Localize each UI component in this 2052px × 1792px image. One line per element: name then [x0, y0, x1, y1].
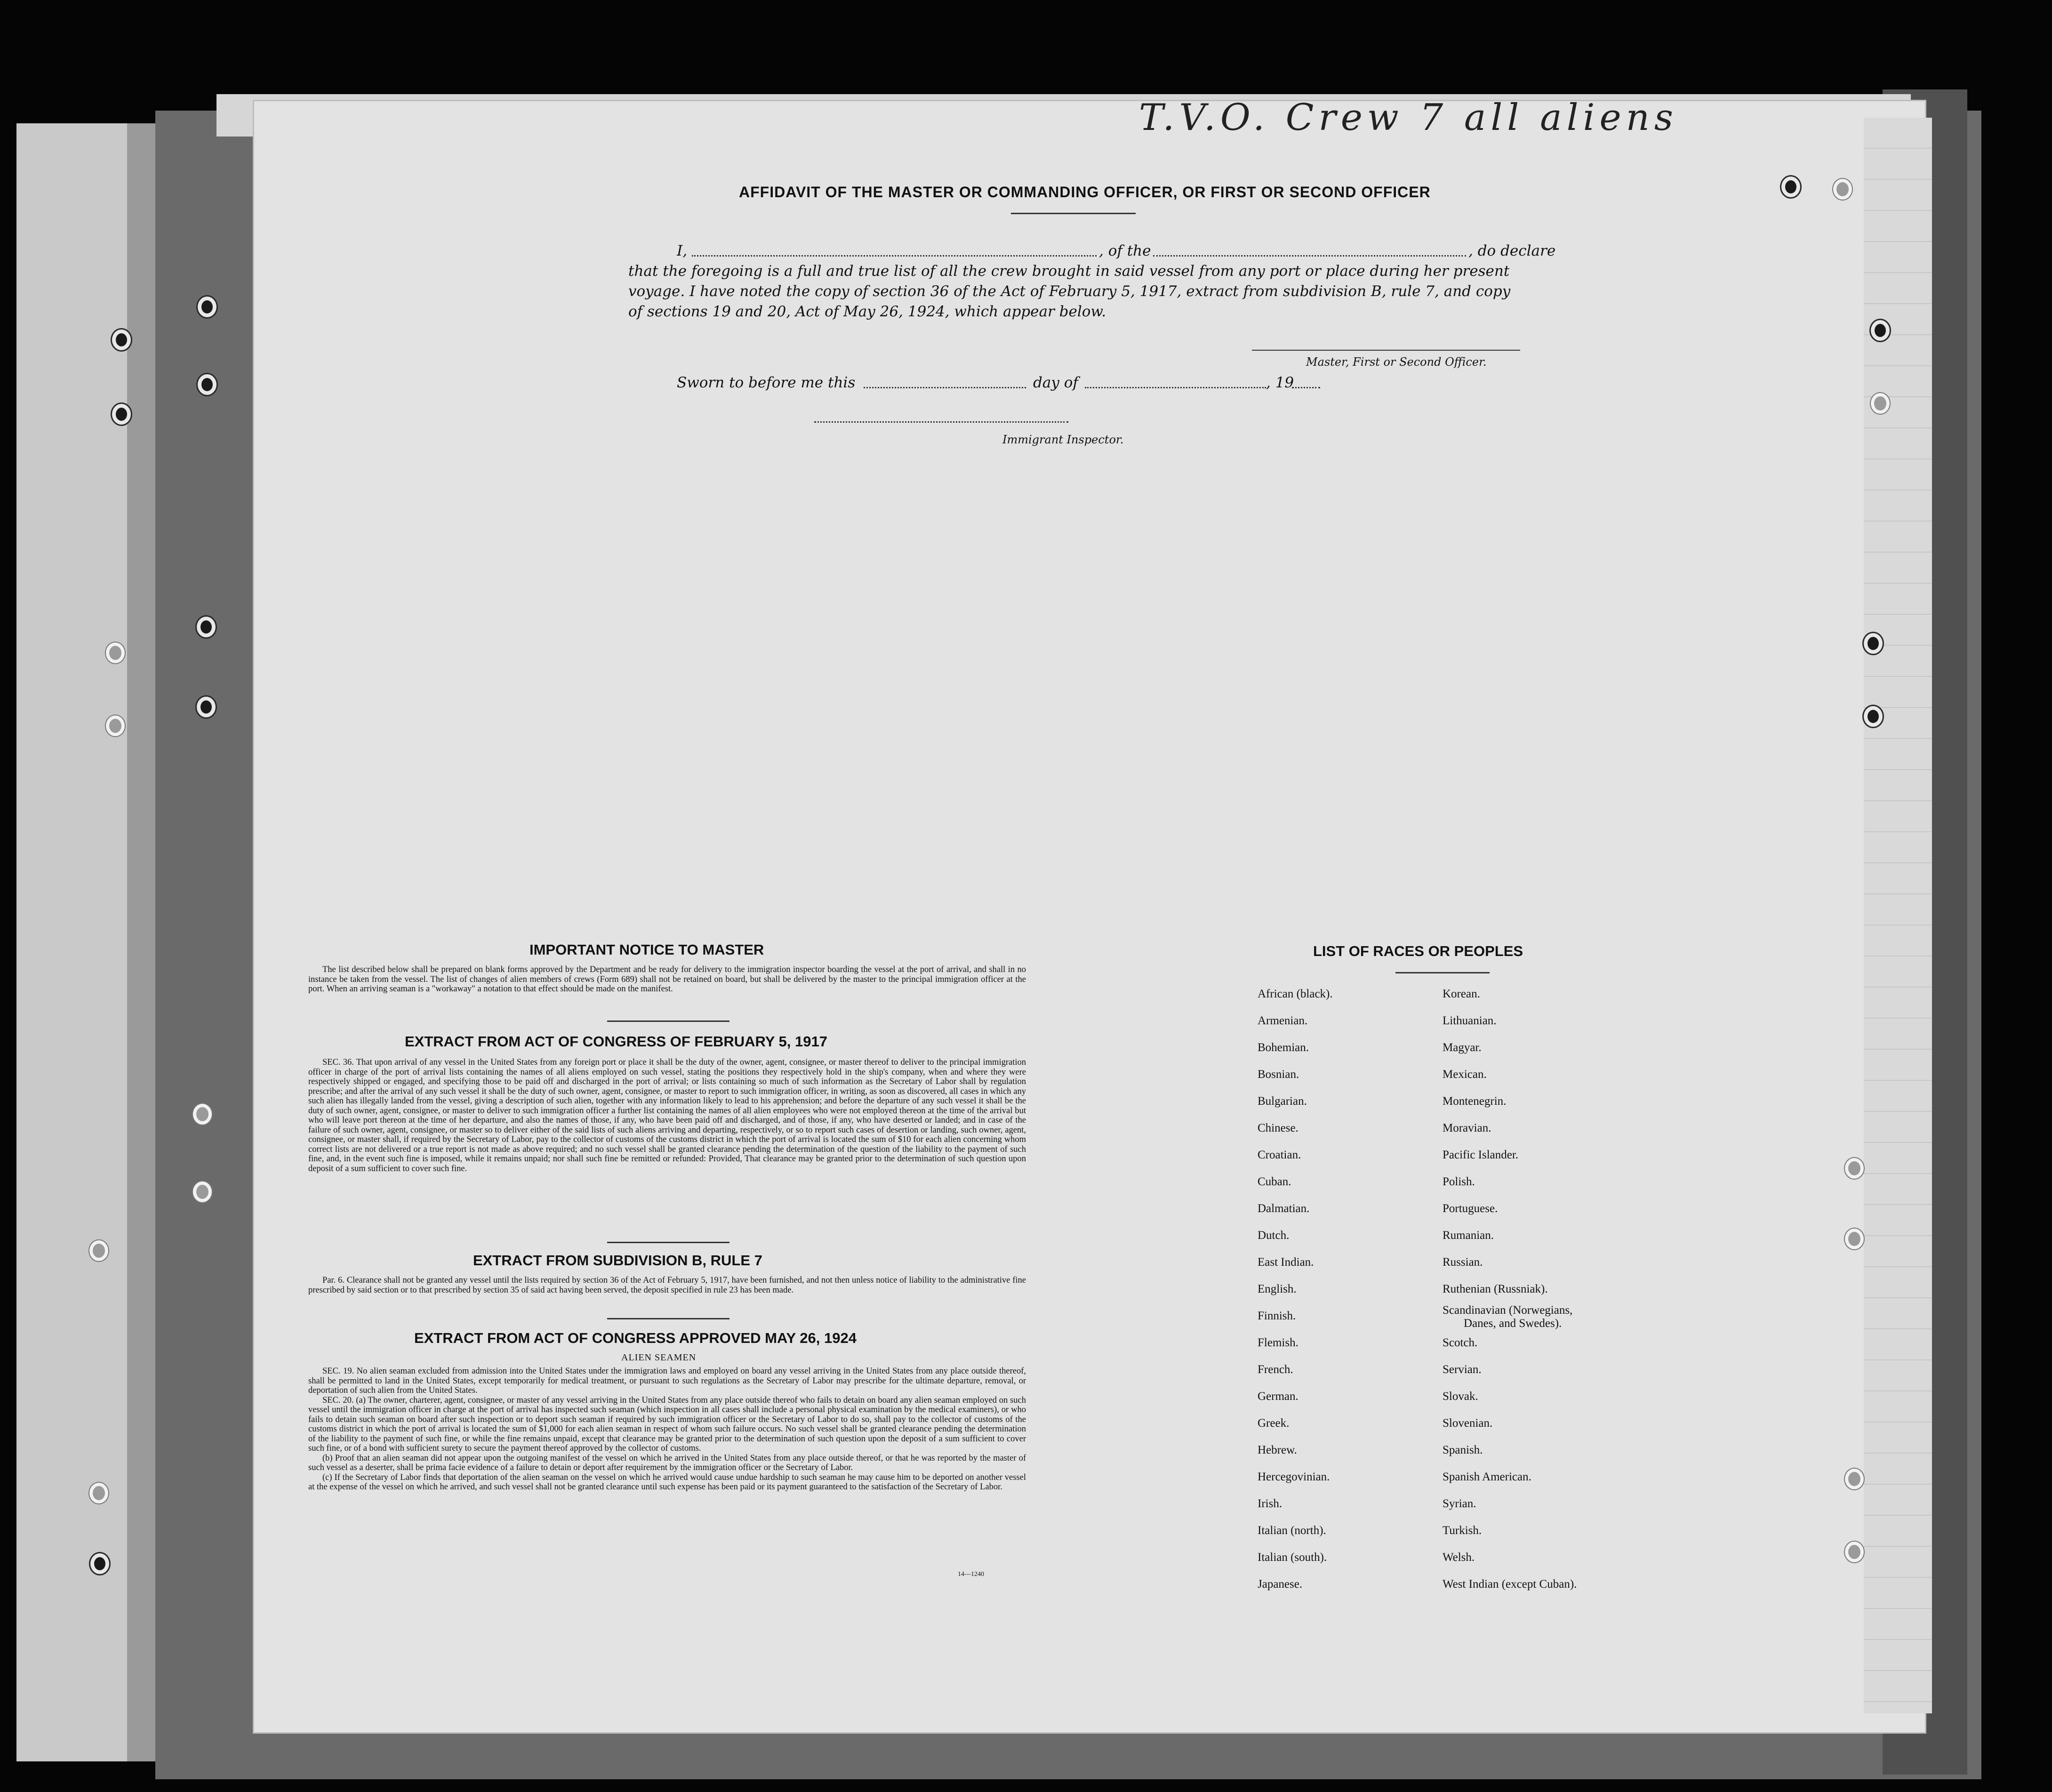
- punch-hole: [112, 329, 131, 350]
- punch-hole: [198, 374, 216, 395]
- race-item: African (black).: [1258, 988, 1333, 1000]
- section-rule: [607, 1242, 729, 1243]
- race-item: Dutch.: [1258, 1229, 1290, 1242]
- inspector-caption: Immigrant Inspector.: [1002, 433, 1124, 446]
- rule7-body: [308, 1276, 1026, 1295]
- race-item-continuation: Danes, and Swedes).: [1464, 1317, 1562, 1330]
- sec20b-text: (b) Proof that an alien seaman did not appear upon the outgoing manifest of the vessel on which he arrived in the United States from any place outside thereof, or that he was reported by the master of such vessel as a deserter, shall be prima facie evidence of a failure to detain or deport after requirement by the immigration officer or the Secretary of Labor.: [308, 1453, 1026, 1472]
- affidavit-line-3: voyage. I have noted the copy of section 36 of the Act of February 5, 1917, extract from subdivision B, rule 7, and copy: [628, 283, 1511, 300]
- race-item: Mexican.: [1443, 1068, 1487, 1081]
- race-item: Cuban.: [1258, 1175, 1291, 1188]
- race-item: West Indian (except Cuban).: [1443, 1578, 1577, 1591]
- inspector-signature-line[interactable]: [814, 421, 1068, 423]
- race-item: German.: [1258, 1390, 1299, 1403]
- title-rule: [1011, 213, 1136, 214]
- punch-hole: [106, 643, 125, 663]
- race-item: Russian.: [1443, 1256, 1483, 1269]
- master-caption: Master, First or Second Officer.: [1306, 355, 1487, 369]
- race-item: Chinese.: [1258, 1122, 1299, 1134]
- sec20a-text: SEC. 20. (a) The owner, charterer, agent, consignee, or master of any vessel arriving in the United States from any place outside thereof who fails to detain on board any alien seaman employed on such vessel until the immigration officer in charge at the port of arrival has inspected such seaman (which inspection in all cases shall include a personal physical examination by the medical examiners), or who fails to detain such seaman on board after such inspection or to deport such seaman if required by such immigration officer or the Secretary of Labor to do so, shall pay to the collector of customs of the customs district in which the port of arrival is located the sum of $1,000 for each alien seaman in respect of whom such failure occurs. No such vessel shall be granted clearance pending the determination of the liability to the payment of such fine, or while the fine remains unpaid, except that clearance may be granted prior to the determination of such question upon the deposit of a sum sufficient to cover such fine, or of a bond with sufficient surety to secure the payment thereof approved by the collector of customs.: [308, 1395, 1026, 1453]
- sec36-text: SEC. 36. That upon arrival of any vessel in the United States from any foreign port or place it shall be the duty of the owner, agent, consignee, or master thereof to deliver to the principal immigration officer in charge of the port of arrival lists containing the names of all aliens employed on such vessel, stating the positions they respectively hold in the ship's company, when and where they were respectively shipped or engaged, and specifying those to be paid off and discharged in the port of arrival; or lists containing so much of such information as the Secretary of Labor shall by regulation prescribe; and after the arrival of any such vessel it shall be the duty of such owner, agent, consignee, or master to report to such immigration officer, in writing, as soon as discovered, all cases in which any such alien has illegally landed from the vessel, giving a description of such alien, together with any information likely to lead to his apprehension; and before the departure of any such vessel it shall be the duty of such owner, agent, consignee, or master to deliver to such immigration officer a further list containing the names of all alien employees who were not employed thereon at the time of the arrival but who will leave port thereon at the time of her departure, and also the names of those, if any, who have been paid off and discharged, and of those, if any, who have deserted or landed; and in case of the failure of such owner, agent, consignee, or master so to deliver either of the said lists of such aliens arriving and departing, respectively, or so to report such cases of desertion or landing, such owner, agent, consignee, or master shall, if required by the Secretary of Labor, pay to the collector of customs of the customs district in which the port of arrival is located the sum of $10 for each alien concerning whom correct lists are not delivered or a true report is not made as above required; and no such vessel shall be granted clearance pending the determination of the question of the liability to the payment of such fine, and, in the event such fine is imposed, while it remains unpaid; nor shall such fine be remitted or refunded: Provided, That clearance may be granted prior to the determination of such question upon deposit of a sum sufficient to cover such fine.: [308, 1058, 1026, 1173]
- race-item: Flemish.: [1258, 1336, 1299, 1349]
- race-item: Japanese.: [1258, 1578, 1303, 1591]
- race-item: Welsh.: [1443, 1551, 1475, 1564]
- alien-seamen-subtitle: ALIEN SEAMEN: [621, 1352, 697, 1363]
- race-item: Bulgarian.: [1258, 1095, 1307, 1108]
- handwritten-annotation: T.V.O. Crew 7 all aliens: [1139, 96, 1678, 139]
- race-item: Montenegrin.: [1443, 1095, 1507, 1108]
- punch-hole: [89, 1240, 108, 1261]
- punch-hole: [1864, 633, 1883, 654]
- race-item: Bosnian.: [1258, 1068, 1299, 1081]
- punch-hole: [197, 617, 216, 637]
- race-item: Slovenian.: [1443, 1417, 1493, 1430]
- race-item: Scotch.: [1443, 1336, 1478, 1349]
- race-item: Irish.: [1258, 1497, 1282, 1510]
- notice-text: The list described below shall be prepared on blank forms approved by the Department and be ready for delivery to the immigration inspector boarding the vessel at the port of arrival, and shall in no instance be taken from the vessel. The list of changes of alien members of crews (Form 689) shall not be retained on board, but shall be delivered by the master to the principal immigration officer at the port. When an arriving seaman is a "workaway" a notation to that effect should be made on the manifest.: [308, 965, 1026, 994]
- race-item: Moravian.: [1443, 1122, 1491, 1134]
- race-item: English.: [1258, 1283, 1297, 1295]
- ledger-sheet-edge: [1864, 118, 1932, 1713]
- races-title: LIST OF RACES OR PEOPLES: [1313, 943, 1523, 959]
- punch-hole: [1845, 1229, 1864, 1249]
- race-item: Korean.: [1443, 988, 1480, 1000]
- race-item: Hebrew.: [1258, 1444, 1297, 1456]
- vessel-field[interactable]: [1153, 255, 1466, 257]
- race-item: Finnish.: [1258, 1310, 1296, 1322]
- extract-1917-title: EXTRACT FROM ACT OF CONGRESS OF FEBRUARY 5, 1917: [405, 1033, 827, 1050]
- race-item: East Indian.: [1258, 1256, 1314, 1269]
- extract-1924-title: EXTRACT FROM ACT OF CONGRESS APPROVED MAY 26, 1924: [414, 1330, 857, 1346]
- punch-hole: [1845, 1469, 1864, 1489]
- punch-hole: [90, 1553, 109, 1574]
- punch-hole: [193, 1181, 212, 1202]
- race-item: Italian (south).: [1258, 1551, 1327, 1564]
- race-item: Dalmatian.: [1258, 1202, 1310, 1215]
- punch-hole: [1833, 179, 1852, 200]
- race-item: Magyar.: [1443, 1041, 1482, 1054]
- race-item: Servian.: [1443, 1363, 1482, 1376]
- affidavit-title: AFFIDAVIT OF THE MASTER OR COMMANDING OFFICER, OR FIRST OR SECOND OFFICER: [739, 184, 1431, 201]
- affidavit-line-4: of sections 19 and 20, Act of May 26, 1924, which appear below.: [628, 303, 1106, 320]
- section-rule: [607, 1021, 729, 1022]
- punch-hole: [1845, 1542, 1864, 1562]
- name-field[interactable]: [692, 255, 1097, 257]
- signature-line[interactable]: [1252, 350, 1520, 351]
- punch-hole: [1781, 177, 1800, 197]
- race-item: Polish.: [1443, 1175, 1475, 1188]
- sworn-year-field[interactable]: [1292, 387, 1320, 388]
- race-item: Spanish.: [1443, 1444, 1483, 1456]
- race-item: French.: [1258, 1363, 1293, 1376]
- extract-1924-body: [308, 1366, 1026, 1492]
- punch-hole: [1871, 320, 1890, 341]
- form-number: 14—1240: [958, 1571, 984, 1578]
- affidavit-do-declare: , do declare: [1468, 242, 1556, 259]
- race-item: Turkish.: [1443, 1524, 1482, 1537]
- race-item: Greek.: [1258, 1417, 1290, 1430]
- affidavit-line-2: that the foregoing is a full and true list of all the crew brought in said vessel from any port or place during her present: [628, 263, 1510, 280]
- punch-hole: [106, 715, 125, 736]
- section-rule: [607, 1318, 729, 1319]
- affidavit-of-the: , of the: [1099, 242, 1151, 259]
- punch-hole: [198, 297, 216, 317]
- notice-title: IMPORTANT NOTICE TO MASTER: [529, 941, 764, 958]
- rule7-text: Par. 6. Clearance shall not be granted any vessel until the lists required by section 36 of the Act of February 5, 1917, have been furnished, and not then unless notice of liability to the administrative fine prescribed by said section or to that prescribed by section 35 of said act having been served, the deposit specified in rule 23 has been made.: [308, 1276, 1026, 1295]
- affidavit-i: I,: [677, 242, 688, 259]
- notice-body: [308, 965, 1026, 994]
- race-item: Pacific Islander.: [1443, 1149, 1519, 1161]
- race-item: Portuguese.: [1443, 1202, 1498, 1215]
- races-rule: [1395, 972, 1490, 973]
- race-item: Syrian.: [1443, 1497, 1476, 1510]
- year-label: , 19: [1266, 374, 1294, 391]
- race-item: Italian (north).: [1258, 1524, 1326, 1537]
- rule7-title: EXTRACT FROM SUBDIVISION B, RULE 7: [473, 1252, 762, 1269]
- sworn-label: Sworn to before me this: [677, 374, 856, 391]
- race-item: Slovak.: [1443, 1390, 1478, 1403]
- sworn-month-field[interactable]: [1085, 387, 1266, 388]
- sworn-day-field[interactable]: [864, 387, 1026, 388]
- race-item: Lithuanian.: [1443, 1014, 1497, 1027]
- race-item: Hercegovinian.: [1258, 1471, 1330, 1483]
- sec20c-text: (c) If the Secretary of Labor finds that deportation of the alien seaman on the vessel on which he arrived would cause undue hardship to such seaman he may cause him to be deported on another vessel at the expense of the vessel on which he arrived, and such vessel shall not be granted clearance until such expense has been paid or its payment guaranteed to the satisfaction of the Secretary of Labor.: [308, 1472, 1026, 1492]
- punch-hole: [1845, 1158, 1864, 1179]
- punch-hole: [1871, 393, 1890, 414]
- punch-hole: [1864, 706, 1883, 727]
- punch-hole: [89, 1483, 108, 1503]
- race-item: Scandinavian (Norwegians, Danes, and Swedes).: [1443, 1304, 1573, 1330]
- punch-hole: [112, 404, 131, 425]
- race-item: Armenian.: [1258, 1014, 1308, 1027]
- punch-hole: [193, 1104, 212, 1125]
- punch-hole: [197, 697, 216, 717]
- sec19-text: SEC. 19. No alien seaman excluded from admission into the United States under the immigration laws and employed on board any vessel arriving in the United States from any place outside thereof, shall be permitted to land in the United States, except temporarily for medical treatment, or pursuant to such regulations as the Secretary of Labor may prescribe for the ultimate departure, removal, or deportation of such alien from the United States.: [308, 1366, 1026, 1395]
- race-item: Spanish American.: [1443, 1471, 1531, 1483]
- extract-1917-body: [308, 1058, 1026, 1173]
- race-item: Ruthenian (Russniak).: [1443, 1283, 1548, 1295]
- race-item: Croatian.: [1258, 1149, 1301, 1161]
- race-item: Bohemian.: [1258, 1041, 1309, 1054]
- day-of-label: day of: [1033, 374, 1078, 391]
- race-item: Rumanian.: [1443, 1229, 1494, 1242]
